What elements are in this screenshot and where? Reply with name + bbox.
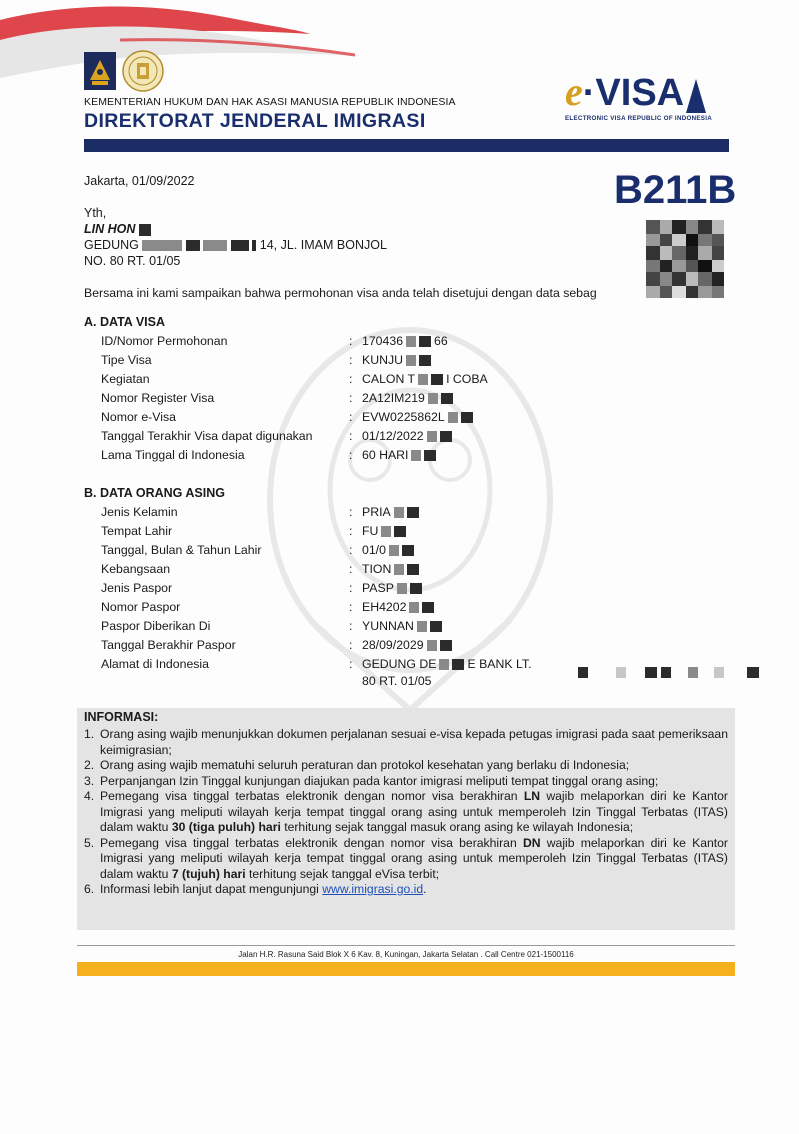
ministry-name: KEMENTERIAN HUKUM DAN HAK ASASI MANUSIA REPUBLIK INDONESIA [84,96,456,108]
redaction-block [616,667,626,678]
redaction-block [409,602,419,613]
footer-rule [77,945,735,946]
qr-code-icon [646,220,724,298]
row-value-text: 01/0 [362,543,386,557]
redaction-block [431,374,443,385]
row-label: Kegiatan [101,372,150,386]
footer-gold-bar [77,962,735,976]
row-value-line2: 80 RT. 01/05 [362,674,432,688]
recipient-name: LIN HON [84,222,136,236]
row-value-tail: I COBA [446,372,488,386]
section-b-title: B. DATA ORANG ASING [84,486,225,500]
row-label: Nomor Paspor [101,600,181,614]
information-text: Orang asing wajib menunjukkan dokumen perjalanan sesuai e-visa kepada petugas imigrasi pada saat pemeriksaan keimigrasian; [100,727,728,757]
row-value-text: PASP [362,581,394,595]
information-list [84,727,728,898]
row-value [362,541,414,560]
row-value-text: TION [362,562,392,576]
row-colon: : [349,562,353,576]
redaction-block [402,545,414,556]
section-a-title: A. DATA VISA [84,315,166,329]
intro-sentence: Bersama ini kami sampaikan bahwa permohonan visa anda telah disetujui dengan data sebag [84,286,597,300]
redaction-block [422,602,434,613]
redaction-block [440,640,452,651]
row-value-text: PRIA [362,505,391,519]
redaction-block [424,450,436,461]
row-value [362,636,452,655]
information-title: INFORMASI: [84,710,159,724]
redaction-block [394,564,404,575]
row-label: Paspor Diberikan Di [101,619,211,633]
visa-type-code: B211B [614,168,737,212]
information-text: terhitung sejak tanggal eVisa terbit; [245,866,440,881]
row-value-text: 01/12/2022 [362,429,424,443]
redaction-block [394,507,404,518]
redaction-block [578,667,588,678]
row-value [362,351,431,370]
information-text: Pemegang visa tinggal terbatas elektronik dengan nomor visa berakhiran [100,789,524,803]
row-value-tail: 66 [434,334,448,348]
row-colon: : [349,429,353,443]
evisa-logo-text: e·VISA [565,72,712,113]
information-text: . [423,882,427,896]
row-value-text: 60 HARI [362,448,409,462]
row-value [362,655,532,674]
redaction-block [419,336,431,347]
row-colon: : [349,334,353,348]
recipient-block [84,205,387,269]
header-rule [84,139,729,152]
row-value [362,370,488,389]
row-colon: : [349,410,353,424]
row-label: Tipe Visa [101,353,152,367]
row-value-text: CALON T [362,372,416,386]
redaction-block [714,667,724,678]
recipient-address-line2: NO. 80 RT. 01/05 [84,254,181,268]
immigration-emblem-icon [122,50,164,92]
row-colon: : [349,505,353,519]
address-line1-start: GEDUNG [84,238,139,252]
redaction-block [427,431,437,442]
redaction-block [381,526,391,537]
information-text: Informasi lebih lanjut dapat mengunjungi [100,882,323,896]
row-colon: : [349,448,353,462]
redaction-block [407,507,419,518]
row-colon: : [349,619,353,633]
redaction-block [410,583,422,594]
information-text: wajib melaporkan diri ke Kantor Imigrasi yang meliputi wilayah kerja tempat tinggal orang asing untuk memperoleh Izin Tinggal Terbatas (ITAS) dalam waktu [100,789,728,834]
row-value [362,408,473,427]
redaction-block [406,355,416,366]
information-item [84,758,728,774]
redaction-block [139,224,151,236]
row-colon: : [349,657,353,671]
row-label: Tanggal, Bulan & Tahun Lahir [101,543,262,557]
redaction-block [448,412,458,423]
redaction-block [406,336,416,347]
row-value [362,598,434,617]
information-item-number: 4. [84,789,95,803]
row-colon: : [349,391,353,405]
row-value-text: GEDUNG DE [362,657,437,671]
redaction-block [645,667,657,678]
row-label: Tanggal Berakhir Paspor [101,638,236,652]
recipient-salutation: Yth, [84,206,107,220]
row-value-tail: E BANK LT. [467,657,532,671]
row-colon: : [349,638,353,652]
row-value [362,503,419,522]
address-redaction-strip [578,664,759,682]
row-label: Lama Tinggal di Indonesia [101,448,245,462]
row-value [362,427,452,446]
row-value [362,560,419,579]
website-link[interactable]: www.imigrasi.go.id [322,882,424,896]
information-item [84,836,728,883]
row-colon: : [349,581,353,595]
information-item [84,789,728,836]
redaction-block [252,240,256,251]
redaction-block [397,583,407,594]
row-value [362,446,436,465]
redaction-block [203,240,227,251]
information-item-number: 1. [84,727,95,741]
row-label: Jenis Paspor [101,581,173,595]
information-item-number: 2. [84,758,95,772]
row-value-text: FU [362,524,379,538]
information-item [84,727,728,758]
redaction-block [452,659,464,670]
row-value [362,332,448,351]
redaction-block [430,621,442,632]
flag-swoosh-decoration [0,0,380,80]
redaction-block [688,667,698,678]
row-label: ID/Nomor Permohonan [101,334,228,348]
information-text: Pemegang visa tinggal terbatas elektronik dengan nomor visa berakhiran [100,835,523,850]
redaction-block [440,431,452,442]
information-text: Orang asing wajib mematuhi seluruh peraturan dan protokol kesehatan yang berlaku di Indonesia; [100,758,630,772]
information-text: Perpanjangan Izin Tinggal kunjungan diajukan pada kantor imigrasi meliputi tempat tinggal orang asing; [100,773,659,788]
redaction-block [747,667,759,678]
directorate-title: DIREKTORAT JENDERAL IMIGRASI [84,110,426,132]
redaction-block [441,393,453,404]
recipient-name-line [84,221,387,237]
information-item-number: 6. [84,882,95,896]
row-colon: : [349,543,353,557]
redaction-block [417,621,427,632]
redaction-block [389,545,399,556]
evisa-logo [565,69,713,122]
row-label: Tempat Lahir [101,524,173,538]
information-text: LN [523,789,541,803]
row-value-text: 2A12IM219 [362,391,425,405]
redaction-block [418,374,428,385]
row-value-text: YUNNAN [362,619,414,633]
row-colon: : [349,353,353,367]
letter-date: Jakarta, 01/09/2022 [84,174,195,188]
row-value-text: KUNJU [362,353,403,367]
footer-address: Jalan H.R. Rasuna Said Blok X 6 Kav. 8, Kuningan, Jakarta Selatan . Call Centre 021-1500116 [238,950,574,959]
row-value [362,617,442,636]
information-text: DN [522,835,541,850]
redaction-block [186,240,200,251]
row-value-text: EVW0225862L [362,410,445,424]
address-line1-end: 14, JL. IMAM BONJOL [259,238,387,252]
row-value-text: 28/09/2029 [362,638,424,652]
redaction-block [394,526,406,537]
information-text: 30 (tiga puluh) hari [171,820,281,834]
row-colon: : [349,372,353,386]
recipient-address-line1 [84,237,387,253]
temple-icon [686,79,706,113]
redaction-block [461,412,473,423]
redaction-block [419,355,431,366]
row-value [362,579,422,598]
redaction-block [439,659,449,670]
row-value [362,522,406,541]
row-colon: : [349,524,353,538]
row-value-text: 170436 [362,334,404,348]
redaction-block [142,240,182,251]
row-label: Nomor e-Visa [101,410,176,424]
row-value-text: EH4202 [362,600,407,614]
information-item-number: 3. [84,773,95,788]
information-item [84,774,728,790]
redaction-block [661,667,671,678]
redaction-block [428,393,438,404]
information-item [84,882,728,898]
redaction-block [231,240,249,251]
row-label: Jenis Kelamin [101,505,178,519]
information-text: 7 (tujuh) hari [171,866,246,881]
row-colon: : [349,600,353,614]
information-text: terhitung sejak tanggal masuk orang asing ke wilayah Indonesia; [280,820,634,834]
information-text: wajib melaporkan diri ke Kantor Imigrasi yang meliputi wilayah kerja tempat tinggal orang asing untuk memperoleh Izin Tinggal Terbatas (ITAS) dalam waktu [100,835,728,881]
evisa-logo-subtitle: ELECTRONIC VISA REPUBLIC OF INDONESIA [565,115,713,122]
row-value [362,389,453,408]
redaction-block [427,640,437,651]
row-label: Tanggal Terakhir Visa dapat digunakan [101,429,313,443]
row-label: Alamat di Indonesia [101,657,210,671]
row-label: Nomor Register Visa [101,391,215,405]
row-label: Kebangsaan [101,562,171,576]
information-item-number: 5. [84,835,95,850]
ministry-emblem-icon [84,52,116,90]
redaction-block [407,564,419,575]
redaction-block [411,450,421,461]
